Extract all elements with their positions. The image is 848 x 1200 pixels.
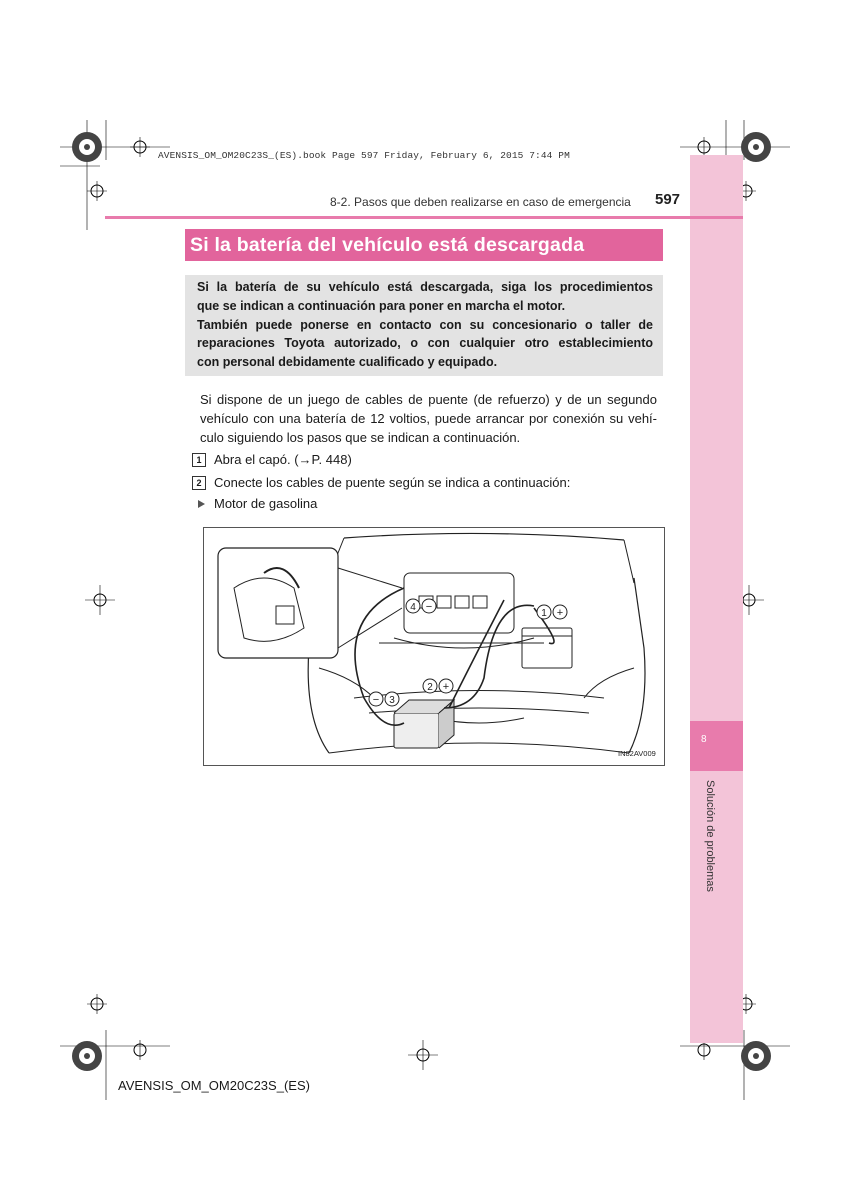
callout-1 xyxy=(536,604,568,620)
footer-book-code: AVENSIS_OM_OM20C23S_(ES) xyxy=(118,1078,310,1093)
registration-mark-mid-left xyxy=(85,585,115,615)
body-line: culo siguiendo los pasos que se indican a continuación. xyxy=(200,430,521,445)
section-header: 8-2. Pasos que deben realizarse en caso de emergencia xyxy=(330,195,631,209)
step-text: Conecte los cables de puente según se indica a continuación: xyxy=(214,475,571,490)
intro-line: reparaciones Toyota autorizado, o con cualquier otro establecimiento xyxy=(197,336,653,350)
callout-sign: + xyxy=(556,607,564,619)
triangle-bullet-icon xyxy=(198,500,205,508)
callout-number: 2 xyxy=(427,682,433,693)
chapter-side-tab-active[interactable] xyxy=(690,721,743,771)
body-line: vehículo con una batería de 12 voltios, puede arrancar por conexión su vehí- xyxy=(200,411,657,426)
chapter-label: Solución de problemas xyxy=(704,780,716,892)
page-title: Si la batería del vehículo está descargada xyxy=(190,234,585,256)
registration-mark-bottom-center xyxy=(408,1040,438,1070)
jump-start-figure xyxy=(203,527,665,766)
callout-number: 4 xyxy=(410,602,416,613)
intro-line: Si la batería de su vehículo está descargada, siga los procedimientos xyxy=(197,280,653,294)
callout-number: 1 xyxy=(541,608,547,619)
chapter-side-tab xyxy=(690,155,743,1043)
engine-bay-illustration xyxy=(204,528,664,765)
bullet-text: Motor de gasolina xyxy=(214,496,318,511)
body-line: Si dispone de un juego de cables de puente (de refuerzo) y de un segundo xyxy=(200,392,657,407)
header-divider xyxy=(105,216,743,219)
callout-sign: − xyxy=(425,601,433,613)
chapter-number: 8 xyxy=(701,734,707,745)
callout-number: 3 xyxy=(389,695,395,706)
callout-sign: − xyxy=(372,694,380,706)
page-number: 597 xyxy=(655,191,681,208)
step-number-box: 1 xyxy=(192,453,206,467)
callout-4 xyxy=(405,598,437,614)
step-number-box: 2 xyxy=(192,476,206,490)
intro-line: También puede ponerse en contacto con su concesionario o taller de xyxy=(197,318,653,332)
callout-3 xyxy=(368,691,400,707)
intro-line: con personal debidamente cualificado y equipado. xyxy=(197,355,498,369)
figure-code: IN82AV009 xyxy=(618,749,656,758)
intro-line: que se indican a continuación para poner en marcha el motor. xyxy=(197,299,566,313)
callout-sign: + xyxy=(442,681,450,693)
registration-mark-top-left xyxy=(60,120,170,230)
print-slug: AVENSIS_OM_OM20C23S_(ES).book Page 597 Friday, February 6, 2015 7:44 PM xyxy=(158,150,570,161)
step-text: Abra el capó. (→P. 448) xyxy=(214,452,352,467)
callout-2 xyxy=(422,678,454,694)
